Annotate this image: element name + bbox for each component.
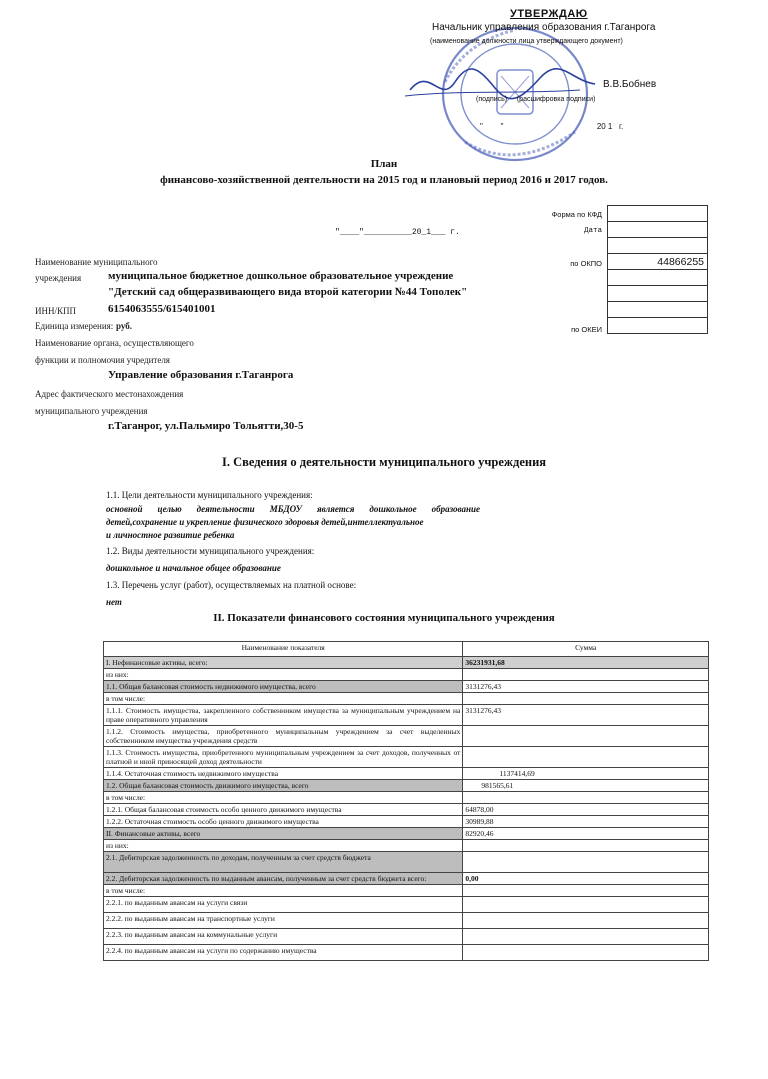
row-sum [463, 897, 709, 913]
table-row [104, 897, 709, 913]
table-row [104, 945, 709, 961]
institution-label-2: учреждения [35, 273, 82, 283]
row-sum [463, 792, 709, 804]
section1-title: I. Сведения о деятельности муниципального учреждения [221, 455, 547, 469]
table-row [104, 657, 709, 669]
row-sum: 3131276,43 [463, 705, 709, 726]
founder-label-1: Наименование органа, осуществляющего [35, 338, 194, 348]
table-row [104, 873, 709, 885]
row-name: 1.2.2. Остаточная стоимость особо ценного движимого имущества [104, 816, 463, 828]
approval-position: Начальник управления образования г.Таганрога [432, 22, 656, 33]
okei-label: по ОКЕИ [571, 325, 602, 334]
types-value: дошкольное и начальное общее образование [106, 563, 281, 573]
code-cell [608, 318, 708, 334]
code-cell [608, 238, 708, 254]
okpo-label: по ОКПО [570, 259, 602, 268]
code-cell [608, 222, 708, 238]
row-sum [463, 693, 709, 705]
row-sum: 0,00 [463, 873, 709, 885]
approval-date-line: " " 20 1 г. [480, 122, 624, 131]
table-row [104, 726, 709, 747]
row-name: 1.1.4. Остаточная стоимость недвижимого имущества [104, 768, 463, 780]
table-row [104, 885, 709, 897]
row-sum [463, 840, 709, 852]
row-sum [463, 852, 709, 873]
approval-position-caption: (наименование должности лица утверждающего документ) [430, 38, 623, 45]
table-row [104, 669, 709, 681]
inn-value: 6154063555/615401001 [108, 303, 216, 315]
row-sum [463, 747, 709, 768]
row-name: 1.2. Общая балансовая стоимость движимого имущества, всего [104, 780, 463, 792]
code-cell [608, 302, 708, 318]
row-sum [463, 669, 709, 681]
table-row [104, 792, 709, 804]
table-row [104, 828, 709, 840]
row-name: 2.1. Дебиторская задолженность по доходам, полученным за счет средств бюджета [104, 852, 463, 873]
row-sum [463, 726, 709, 747]
table-row [104, 840, 709, 852]
table-row [104, 852, 709, 873]
goals-label: 1.1. Цели деятельности муниципального учреждения: [106, 490, 313, 500]
unit-label: Единица измерения: [35, 321, 114, 331]
row-name: 1.1. Общая балансовая стоимость недвижимого имущества, всего [104, 681, 463, 693]
row-sum [463, 885, 709, 897]
row-name: в том числе: [104, 885, 463, 897]
table-row [104, 705, 709, 726]
table-row [104, 768, 709, 780]
row-name: 1.2.1. Общая балансовая стоимость особо ценного движимого имущества [104, 804, 463, 816]
plan-subtitle: финансово-хозяйственной деятельности на 2015 год и плановый период 2016 и 2017 годов. [160, 174, 608, 186]
row-sum: 981565,61 [463, 780, 709, 792]
row-sum [463, 913, 709, 929]
table-row [104, 804, 709, 816]
row-sum: 82920,46 [463, 828, 709, 840]
goals-line-1: основной целью деятельности МБДОУ является дошкольное образование [106, 504, 480, 514]
table-row [104, 693, 709, 705]
row-sum: 64878,00 [463, 804, 709, 816]
table-row [104, 747, 709, 768]
types-label: 1.2. Виды деятельности муниципального учреждения: [106, 546, 315, 556]
founder-label-2: функции и полномочия учредителя [35, 355, 170, 365]
table-row [104, 913, 709, 929]
services-value: нет [106, 597, 122, 607]
institution-label-1: Наименование муниципального [35, 257, 158, 267]
address-label-2: муниципального учреждения [35, 406, 148, 416]
code-cell [608, 286, 708, 302]
row-sum: 1137414,69 [463, 768, 709, 780]
code-grid [607, 205, 708, 334]
row-name: 2.2.2. по выданным авансам на транспортные услуги [104, 913, 463, 929]
row-name: I. Нефинансовые активы, всего: [104, 657, 463, 669]
financial-table [103, 641, 709, 961]
row-name: в том числе: [104, 693, 463, 705]
services-label: 1.3. Перечень услуг (работ), осуществляемых на платной основе: [106, 580, 357, 590]
row-name: 1.1.1. Стоимость имущества, закрепленного собственником имущества за муниципальным учреждением на праве оперативного управления [104, 705, 463, 726]
row-name: 1.1.3. Стоимость имущества, приобретенного муниципальным учреждением за счет доходов, полученных от платной и иной приносящей доход деятельности [104, 747, 463, 768]
founder-value: Управление образования г.Таганрога [108, 369, 294, 381]
row-sum: 36231931,68 [463, 657, 709, 669]
row-name: 2.2.1. по выданным авансам на услуги связи [104, 897, 463, 913]
header-date-line: "____"__________20_1___ г. [335, 228, 460, 237]
section2-title: II. Показатели финансового состояния муниципального учреждения [213, 612, 555, 624]
table-row [104, 816, 709, 828]
col-name-header: Наименование показателя [104, 642, 463, 657]
address-value: г.Таганрог, ул.Пальмиро Тольятти,30-5 [108, 420, 304, 432]
row-name: 2.2.3. по выданным авансам на коммунальные услуги [104, 929, 463, 945]
row-name: 2.2.4. по выданным авансам на услуги по содержанию имущества [104, 945, 463, 961]
address-label-1: Адрес фактического местонахождения [35, 389, 184, 399]
code-cell [608, 270, 708, 286]
institution-name-1: муниципальное бюджетное дошкольное образовательное учреждение [108, 270, 454, 282]
row-name: из них: [104, 669, 463, 681]
goals-line-2: детей,сохранение и укрепление физического здоровья детей,интеллектуальное [106, 517, 424, 527]
table-row [104, 780, 709, 792]
table-row [104, 681, 709, 693]
okpo-value: 44866255 [608, 254, 708, 270]
inn-label: ИНН/КПП [35, 306, 77, 316]
institution-name-2: "Детский сад общеразвивающего вида второй категории №44 Тополек" [108, 286, 468, 298]
date-label: Дата [583, 227, 602, 235]
plan-title: План [370, 158, 398, 170]
row-sum: 3131276,43 [463, 681, 709, 693]
row-name: из них: [104, 840, 463, 852]
table-row [104, 929, 709, 945]
col-sum-header: Сумма [463, 642, 709, 657]
approval-name: В.В.Бобнев [603, 79, 657, 90]
approval-title: УТВЕРЖДАЮ [510, 8, 588, 20]
form-kfd-label: Форма по КФД [551, 210, 602, 219]
row-name: в том числе: [104, 792, 463, 804]
unit-value: руб. [116, 321, 133, 331]
row-name: 2.2. Дебиторская задолженность по выданным авансам, полученным за счет средств бюджета всего: [104, 873, 463, 885]
row-sum: 30989,88 [463, 816, 709, 828]
row-sum [463, 945, 709, 961]
code-cell [608, 206, 708, 222]
row-name: 1.1.2. Стоимость имущества, приобретенного муниципальным учреждением за счет выделенных собственником имущества учреждения средств [104, 726, 463, 747]
row-sum [463, 929, 709, 945]
approval-signature-caption: (подпись) (расшифровка подписи) [476, 96, 596, 103]
row-name: II. Финансовые активы, всего [104, 828, 463, 840]
goals-line-3: и личностное развитие ребенка [106, 530, 235, 540]
